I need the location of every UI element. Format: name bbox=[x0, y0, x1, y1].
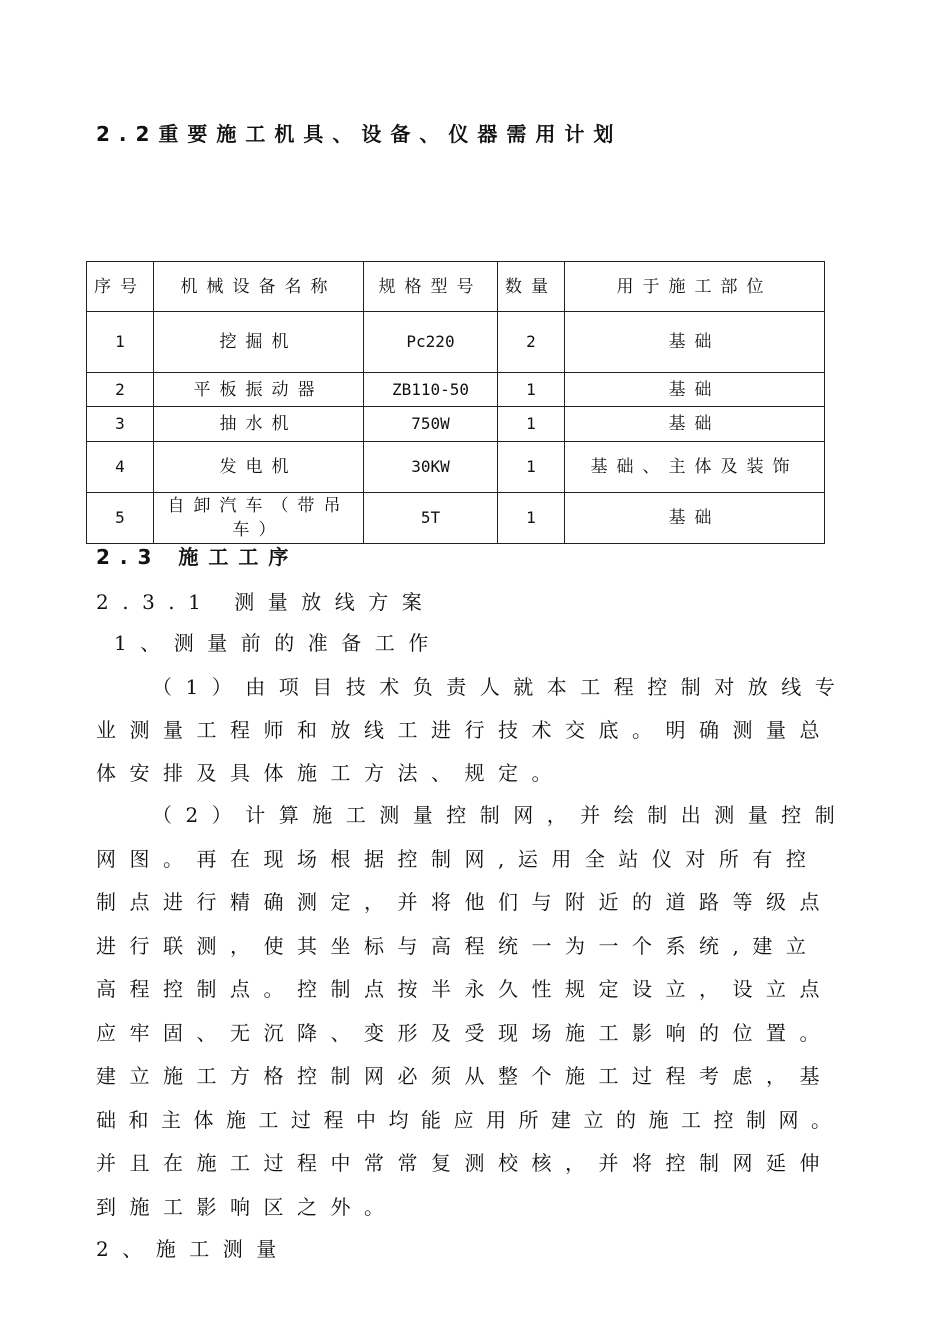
row-qty: 1 bbox=[498, 407, 565, 442]
row-index: 1 bbox=[87, 312, 154, 373]
table-row bbox=[87, 373, 825, 407]
table-header-row bbox=[87, 262, 825, 312]
table-row bbox=[87, 493, 825, 544]
header-name: 机械设备名称 bbox=[154, 262, 364, 312]
paragraph-line: 应牢固、无沉降、变形及受现场施工影响的位置。 bbox=[96, 1021, 833, 1045]
row-spec: ZB110-50 bbox=[364, 373, 498, 407]
section-heading-2-3: 2.3 施工工序 bbox=[96, 545, 299, 569]
table-row bbox=[87, 442, 825, 493]
row-name: 发电机 bbox=[154, 442, 364, 493]
item-heading-1: 1、测量前的准备工作 bbox=[114, 631, 442, 655]
row-name: 挖掘机 bbox=[154, 312, 364, 373]
paragraph-line: 建立施工方格控制网必须从整个施工过程考虑，基 bbox=[96, 1064, 833, 1088]
paragraph-line: 体安排及具体施工方法、规定。 bbox=[96, 761, 565, 785]
row-qty: 1 bbox=[498, 442, 565, 493]
row-usage: 基础 bbox=[565, 493, 825, 544]
paragraph-line: 高程控制点。控制点按半永久性规定设立，设立点 bbox=[96, 977, 833, 1001]
row-index: 4 bbox=[87, 442, 154, 493]
paragraph-line: 网图。再在现场根据控制网,运用全站仪对所有控 bbox=[96, 847, 820, 871]
row-name: 平板振动器 bbox=[154, 373, 364, 407]
header-usage: 用于施工部位 bbox=[565, 262, 825, 312]
equipment-table bbox=[86, 261, 825, 544]
row-spec: 750W bbox=[364, 407, 498, 442]
row-usage: 基础 bbox=[565, 407, 825, 442]
row-qty: 2 bbox=[498, 312, 565, 373]
paragraph-line: 进行联测，使其坐标与高程统一为一个系统,建立 bbox=[96, 934, 820, 958]
section-heading-2-2: 2.2重要施工机具、设备、仪器需用计划 bbox=[96, 122, 623, 146]
row-usage: 基础、主体及装饰 bbox=[565, 442, 825, 493]
row-spec: 30KW bbox=[364, 442, 498, 493]
header-qty: 数量 bbox=[498, 262, 565, 312]
paragraph-line: （1）由项目技术负责人就本工程控制对放线专 bbox=[152, 675, 849, 699]
row-usage: 基础 bbox=[565, 312, 825, 373]
row-name: 自卸汽车（带吊车） bbox=[154, 493, 364, 544]
row-name: 抽水机 bbox=[154, 407, 364, 442]
row-index: 2 bbox=[87, 373, 154, 407]
paragraph-line: 制点进行精确测定，并将他们与附近的道路等级点 bbox=[96, 890, 833, 914]
row-index: 3 bbox=[87, 407, 154, 442]
item-heading-2: 2、施工测量 bbox=[96, 1237, 290, 1261]
row-qty: 1 bbox=[498, 493, 565, 544]
header-index: 序号 bbox=[87, 262, 154, 312]
row-usage: 基础 bbox=[565, 373, 825, 407]
row-spec: 5T bbox=[364, 493, 498, 544]
paragraph-line: 业测量工程师和放线工进行技术交底。明确测量总 bbox=[96, 718, 833, 742]
table-row bbox=[87, 407, 825, 442]
row-index: 5 bbox=[87, 493, 154, 544]
paragraph-line: 并且在施工过程中常常复测校核，并将控制网延伸 bbox=[96, 1151, 833, 1175]
subsection-heading-2-3-1: 2.3.1 测量放线方案 bbox=[96, 590, 436, 614]
paragraph-line: 础和主体施工过程中均能应用所建立的施工控制网。 bbox=[96, 1108, 844, 1132]
header-spec: 规格型号 bbox=[364, 262, 498, 312]
paragraph-line: （2）计算施工测量控制网，并绘制出测量控制 bbox=[152, 803, 849, 827]
paragraph-line: 到施工影响区之外。 bbox=[96, 1195, 398, 1219]
row-qty: 1 bbox=[498, 373, 565, 407]
row-spec: Pc220 bbox=[364, 312, 498, 373]
table-row bbox=[87, 312, 825, 373]
